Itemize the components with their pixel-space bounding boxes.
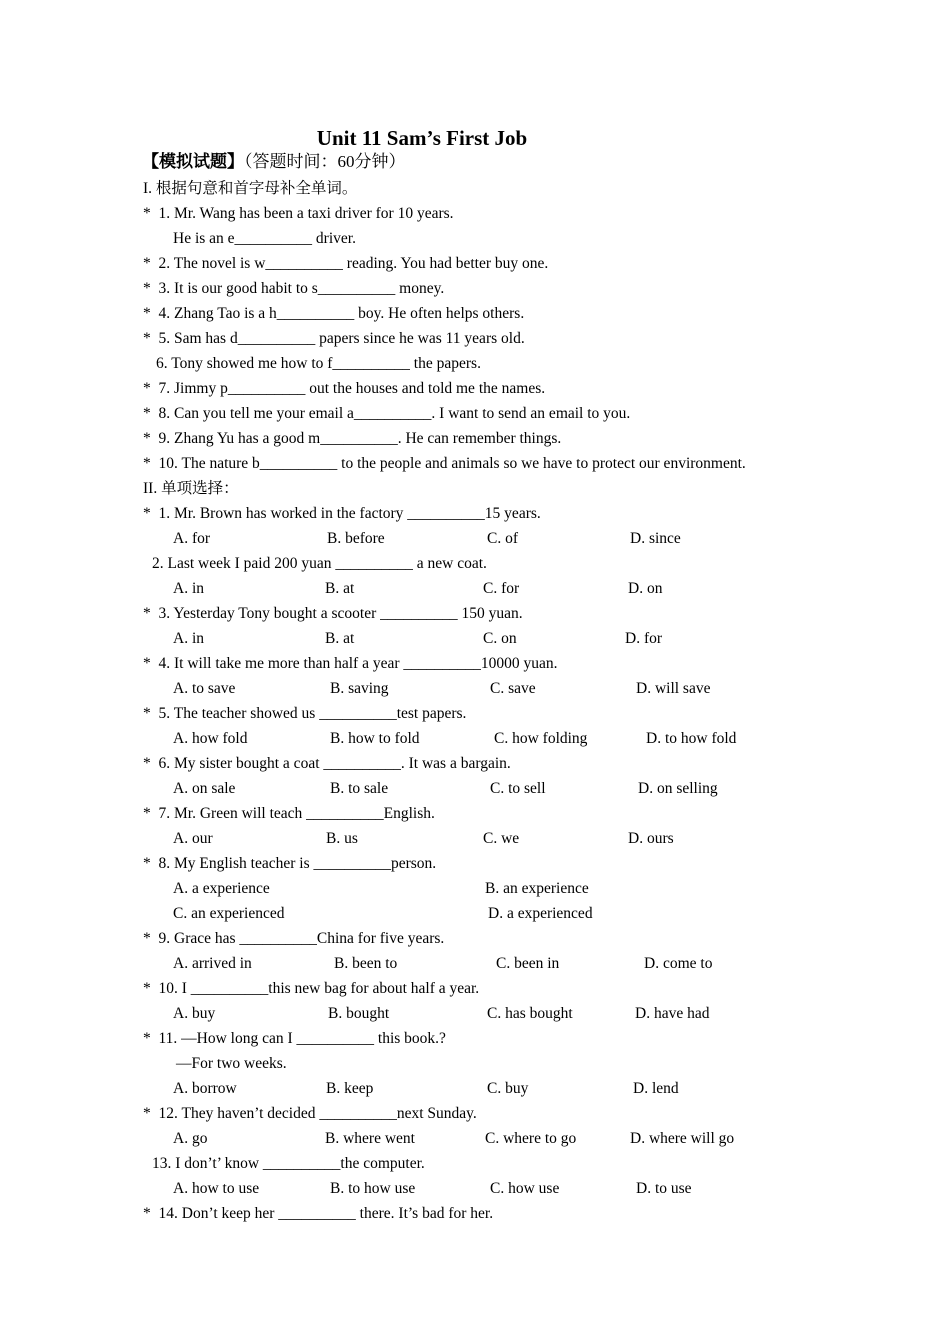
option: D. where will go [630, 1130, 735, 1147]
question-text: * 9. Grace has __________China for five years. [143, 930, 445, 947]
option: C. of [487, 530, 518, 547]
option: A. how fold [173, 730, 248, 747]
option: A. our [173, 830, 213, 847]
option: D. on selling [638, 780, 718, 797]
option: D. ours [628, 830, 674, 847]
s1-line: He is an e__________ driver. [173, 230, 356, 247]
s1-line: * 8. Can you tell me your email a__________. I want to send an email to you. [143, 405, 631, 422]
question-text: * 4. It will take me more than half a year __________10000 yuan. [143, 655, 558, 672]
option: C. to sell [490, 780, 546, 797]
option: B. an experience [485, 880, 589, 897]
s1-line: 6. Tony showed me how to f__________ the papers. [156, 355, 481, 372]
option: A. borrow [173, 1080, 237, 1097]
header-bracket: 【模拟试题】 [142, 152, 244, 171]
option: B. how to fold [330, 730, 420, 747]
option: A. to save [173, 680, 236, 697]
s1-line: * 4. Zhang Tao is a h__________ boy. He often helps others. [143, 305, 525, 322]
option: C. buy [487, 1080, 529, 1097]
s1-line: * 9. Zhang Yu has a good m__________. He can remember things. [143, 430, 562, 447]
s1-line: * 5. Sam has d__________ papers since he was 11 years old. [143, 330, 525, 347]
header-time: （答题时间：60分钟） [244, 152, 406, 171]
option: A. in [173, 580, 204, 597]
option: C. where to go [485, 1130, 577, 1147]
option: A. how to use [173, 1180, 260, 1197]
s1-line: * 1. Mr. Wang has been a taxi driver for 10 years. [143, 205, 454, 222]
option: B. at [325, 580, 355, 597]
option: A. buy [173, 1005, 216, 1022]
section2-heading: II. 单项选择： [143, 480, 239, 497]
option: C. on [483, 630, 517, 647]
option: D. will save [636, 680, 711, 697]
question-text: * 12. They haven’t decided __________next Sunday. [143, 1105, 477, 1122]
option: A. for [173, 530, 211, 547]
option: B. before [327, 530, 385, 547]
question-text: * 3. Yesterday Tony bought a scooter __________ 150 yuan. [143, 605, 523, 622]
option: A. go [173, 1130, 208, 1147]
question-text: * 7. Mr. Green will teach __________English. [143, 805, 435, 822]
question-text: * 5. The teacher showed us __________test papers. [143, 705, 467, 722]
option: D. to use [636, 1180, 692, 1197]
option: D. come to [644, 955, 713, 972]
s1-line: * 10. The nature b__________ to the people and animals so we have to protect our environment. [143, 455, 746, 472]
option: D. since [630, 530, 681, 547]
option: D. lend [633, 1080, 679, 1097]
option: B. bought [328, 1005, 390, 1022]
option: C. save [490, 680, 536, 697]
option: A. a experience [173, 880, 270, 897]
s1-line: * 3. It is our good habit to s__________ money. [143, 280, 445, 297]
s1-line: * 2. The novel is w__________ reading. You had better buy one. [143, 255, 549, 272]
question-text: * 6. My sister bought a coat __________. It was a bargain. [143, 755, 511, 772]
s1-line: * 7. Jimmy p__________ out the houses and told me the names. [143, 380, 546, 397]
option: D. for [625, 630, 663, 647]
option: B. to sale [330, 780, 389, 797]
question-text: 2. Last week I paid 200 yuan __________ a new coat. [152, 555, 487, 572]
option: B. keep [326, 1080, 374, 1097]
section1-heading: I. 根据句意和首字母补全单词。 [143, 180, 358, 197]
page-title: Unit 11 Sam’s First Job [316, 126, 528, 150]
question-text: * 1. Mr. Brown has worked in the factory __________15 years. [143, 505, 541, 522]
question-text: * 10. I __________this new bag for about half a year. [143, 980, 480, 997]
option: B. saving [330, 680, 389, 697]
question-reply: —For two weeks. [176, 1055, 287, 1072]
option: D. a experienced [488, 905, 593, 922]
option: B. where went [325, 1130, 415, 1147]
option: C. how folding [494, 730, 588, 747]
option: C. has bought [487, 1005, 573, 1022]
option: C. been in [496, 955, 560, 972]
option: C. for [483, 580, 520, 597]
question-text: * 11. —How long can I __________ this book.? [143, 1030, 446, 1047]
question-text: 13. I don’t’ know __________the computer. [152, 1155, 425, 1172]
question-text: * 14. Don’t keep her __________ there. It’s bad for her. [143, 1205, 494, 1222]
option: C. how use [490, 1180, 560, 1197]
option: B. to how use [330, 1180, 416, 1197]
option: C. an experienced [173, 905, 285, 922]
option: A. in [173, 630, 204, 647]
option: A. on sale [173, 780, 236, 797]
option: B. been to [334, 955, 398, 972]
option: C. we [483, 830, 520, 847]
option: A. arrived in [173, 955, 252, 972]
option: B. at [325, 630, 355, 647]
option: D. to how fold [646, 730, 737, 747]
option: D. on [628, 580, 663, 597]
exam-header [142, 150, 406, 174]
question-text: * 8. My English teacher is __________person. [143, 855, 437, 872]
option: B. us [326, 830, 358, 847]
option: D. have had [635, 1005, 710, 1022]
